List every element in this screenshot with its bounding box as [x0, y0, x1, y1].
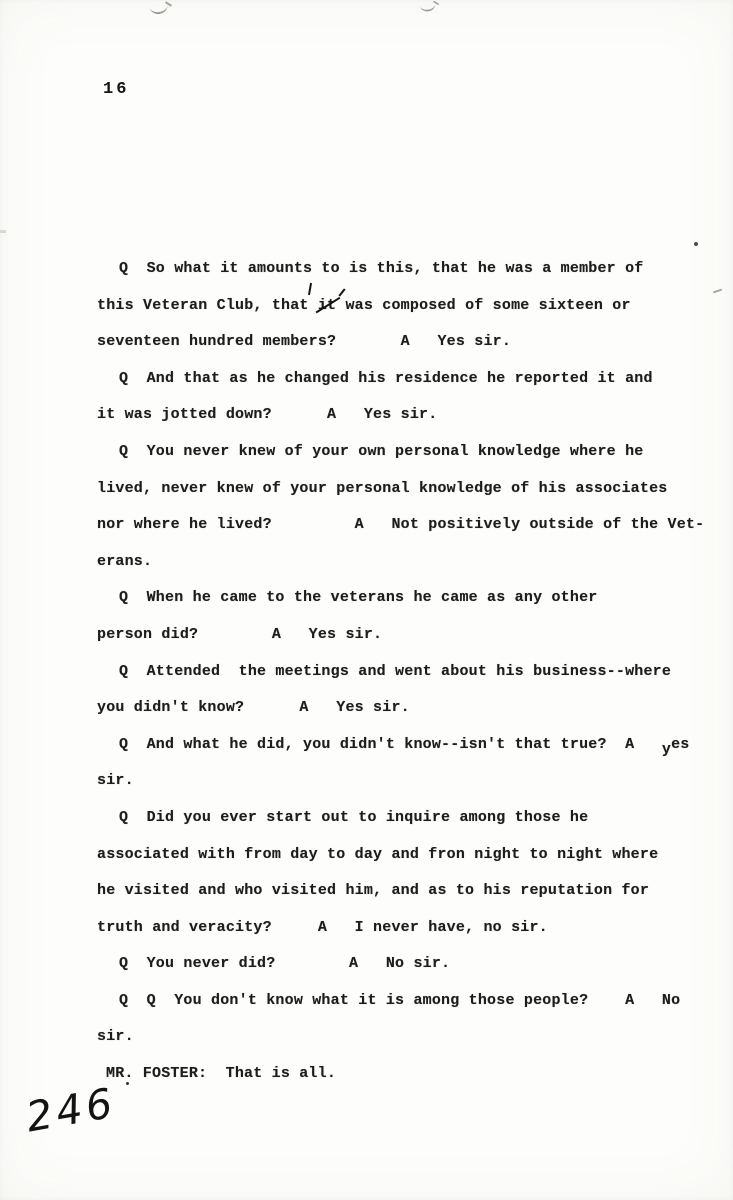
ink-smudge-icon	[420, 5, 435, 12]
transcript-line: associated with from day to day and fron night to night where	[97, 845, 659, 863]
transcript-line: it was jotted down? A Yes sir.	[97, 406, 438, 424]
page-number: 16	[103, 80, 130, 99]
transcript-line: you didn't know? A Yes sir.	[97, 699, 410, 717]
transcript-line: seventeen hundred members? A Yes sir.	[97, 333, 512, 351]
line-text: this Veteran Club, that	[97, 296, 318, 314]
corrected-word: it	[318, 296, 336, 315]
ink-speck	[694, 242, 698, 246]
transcript-line: Q And that as he changed his residence he reported it and	[119, 369, 653, 387]
transcript-line: Q You never knew of your own personal knowledge where he	[119, 442, 644, 460]
transcript-line: sir.	[97, 1028, 134, 1046]
transcript-line: Q Did you ever start out to inquire among those he	[119, 808, 589, 826]
line-text: was composed of some sixteen or	[336, 296, 631, 314]
transcript-lines	[97, 259, 717, 1101]
transcript-line	[97, 735, 717, 772]
transcript-line: lived, never knew of your personal knowledge of his associates	[97, 479, 668, 497]
transcript-line: MR. FOSTER: That is all.	[106, 1065, 337, 1083]
ink-smudge-icon	[150, 6, 168, 14]
handwritten-page-number: 246	[22, 1078, 120, 1142]
scan-edge-speck	[0, 230, 6, 233]
transcript-line: Q When he came to the veterans he came as any other	[119, 589, 598, 607]
transcript-line: truth and veracity? A I never have, no sir.	[97, 918, 548, 936]
line-text: Q And what he did, you didn't know--isn't that true? A	[119, 735, 662, 753]
transcript-line: Q Attended the meetings and went about his business--where	[119, 662, 672, 680]
corrected-word: y	[661, 740, 672, 758]
transcript-line: sir.	[97, 772, 134, 790]
transcript-line: erans.	[97, 552, 153, 570]
ink-speck	[126, 1082, 129, 1085]
transcript-line: person did? A Yes sir.	[97, 625, 383, 643]
transcript-line: he visited and who visited him, and as to his reputation for	[97, 882, 650, 900]
transcript-line: Q So what it amounts to is this, that he was a member of	[119, 260, 644, 277]
transcript-line: nor where he lived? A Not positively outside of the Vet-	[97, 516, 705, 534]
transcript-line	[97, 296, 717, 333]
transcript-line: Q You never did? A No sir.	[119, 955, 451, 973]
transcript-line: Q Q You don't know what it is among those people? A No	[119, 991, 681, 1009]
line-text: es	[671, 735, 690, 753]
